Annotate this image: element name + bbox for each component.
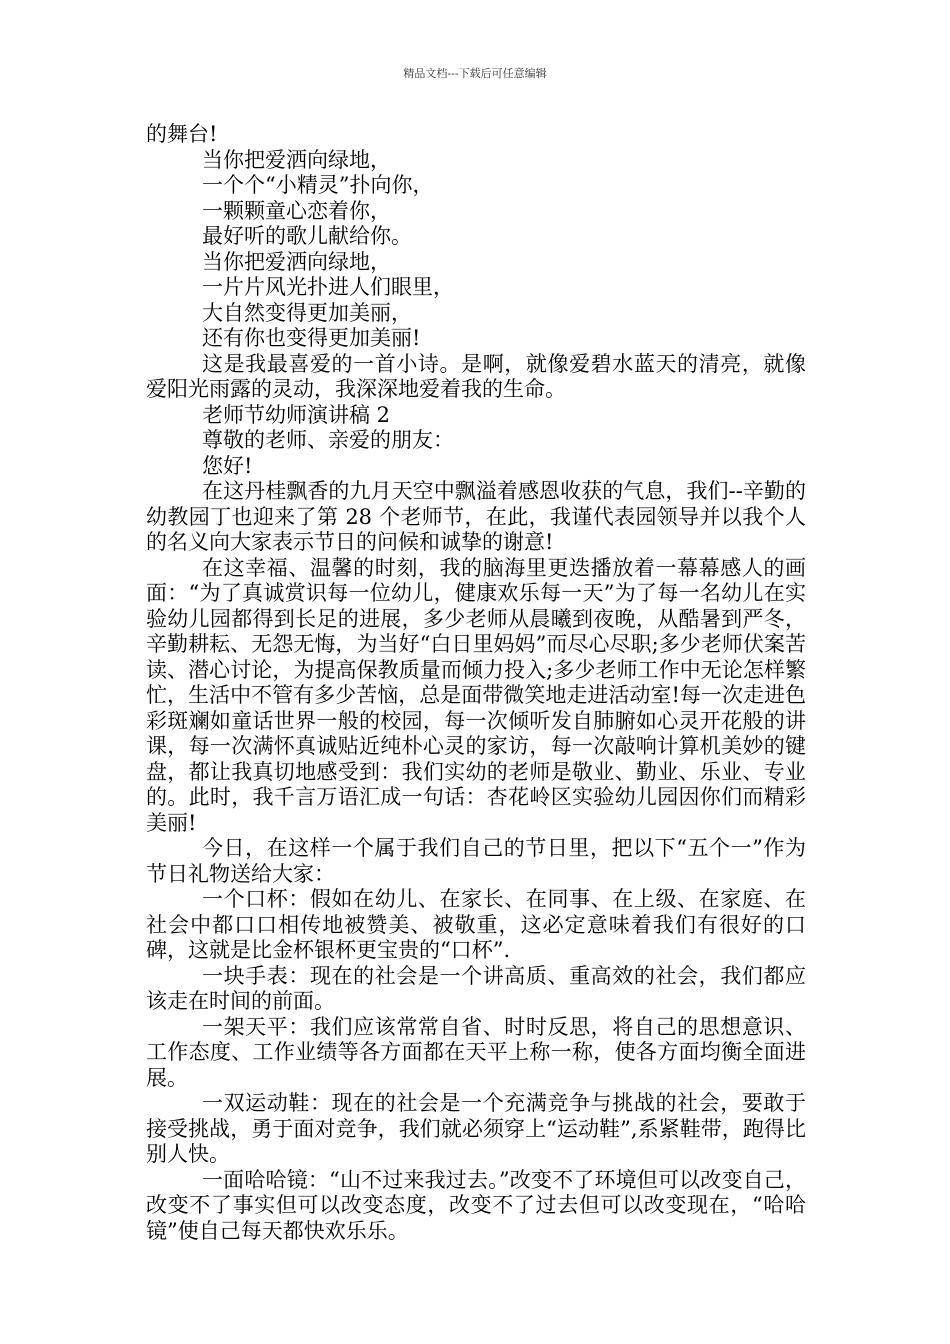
document-body [146, 122, 806, 1244]
poem-line: 当你把爱洒向绿地， [202, 249, 391, 274]
section-title: 老师节幼师演讲稿 2 [202, 402, 391, 427]
paragraph: 一块手表：现在的社会是一个讲高质、重高效的社会，我们都应该走在时间的前面。 [146, 963, 806, 1013]
greeting: 您好! [202, 453, 253, 478]
paragraph: 一个口杯：假如在幼儿、在家长、在同事、在上级、在家庭、在社会中都口口相传地被赞美、被敬重，这必定意味着我们有很好的口碑，这就是比金杯银杯更宝贵的“口杯”. [146, 887, 806, 962]
paragraph: 一架天平：我们应该常常自省、时时反思，将自己的思想意识、工作态度、工作业绩等各方面都在天平上称一称，使各方面均衡全面进展。 [146, 1014, 806, 1090]
poem-line: 当你把爱洒向绿地， [202, 147, 391, 172]
paragraph: 在这幸福、温馨的时刻，我的脑海里更迭播放着一幕幕感人的画面：“为了真诚赏识每一位幼儿，健康欢乐每一天”为了每一名幼儿在实验幼儿园都得到长足的进展，多少老师从晨曦到夜晚，从酷暑到严冬，辛勤耕耘、无怨无悔，为当好“白日里妈妈”而尽心尽职;多少老师伏案苦读、潜心讨论，为提高保教质量而倾力投入;多少老师工作中无论怎样繁忙，生活中不管有多少苦恼，总是面带微笑地走进活动室!每一次走进色彩斑斓如童话世界一般的校园，每一次倾听发自肺腑如心灵开花般的讲课，每一次满怀真诚贴近纯朴心灵的家访，每一次敲响计算机美妙的键盘，都让我真切地感受到：我们实幼的老师是敬业、勤业、乐业、专业的。此时，我千言万语汇成一句话：杏花岭区实验幼儿园因你们而精彩美丽! [146, 555, 806, 835]
paragraph: 这是我最喜爱的一首小诗。是啊，就像爱碧水蓝天的清亮，就像爱阳光雨露的灵动，我深深地爱着我的生命。 [146, 351, 806, 401]
poem-line: 最好听的歌儿献给你。 [202, 224, 412, 248]
paragraph: 一面哈哈镜：“山不过来我过去。”改变不了环境但可以改变自己，改变不了事实但可以改变态度，改变不了过去但可以改变现在，“哈哈镜”使自己每天都快欢乐乐。 [146, 1167, 806, 1243]
page-header: 精品文档---下载后可任意编辑 [403, 67, 547, 80]
paragraph: 一双运动鞋：现在的社会是一个充满竞争与挑战的社会，要敢于接受挑战，勇于面对竞争，我们就必须穿上“运动鞋”,系紧鞋带，跑得比别人快。 [146, 1091, 806, 1166]
salutation: 尊敬的老师、亲爱的朋友： [202, 428, 454, 452]
poem-line: 还有你也变得更加美丽! [202, 326, 421, 350]
poem-line: 一颗颗童心恋着你， [202, 198, 391, 223]
paragraph: 今日，在这样一个属于我们自己的节日里，把以下“五个一”作为节日礼物送给大家： [146, 836, 806, 886]
poem-line: 一个个“小精灵”扑向你， [202, 173, 434, 197]
poem-line: 一片片风光扑进人们眼里， [202, 275, 454, 299]
poem-line: 大自然变得更加美丽， [202, 300, 412, 325]
paragraph: 的舞台! [146, 122, 218, 146]
paragraph: 在这丹桂飘香的九月天空中飘溢着感恩收获的气息，我们--辛勤的幼教园丁也迎来了第 28 个老师节，在此，我谨代表园领导并以我个人的名义向大家表示节日的问候和诚挚的谢意! [146, 479, 806, 554]
